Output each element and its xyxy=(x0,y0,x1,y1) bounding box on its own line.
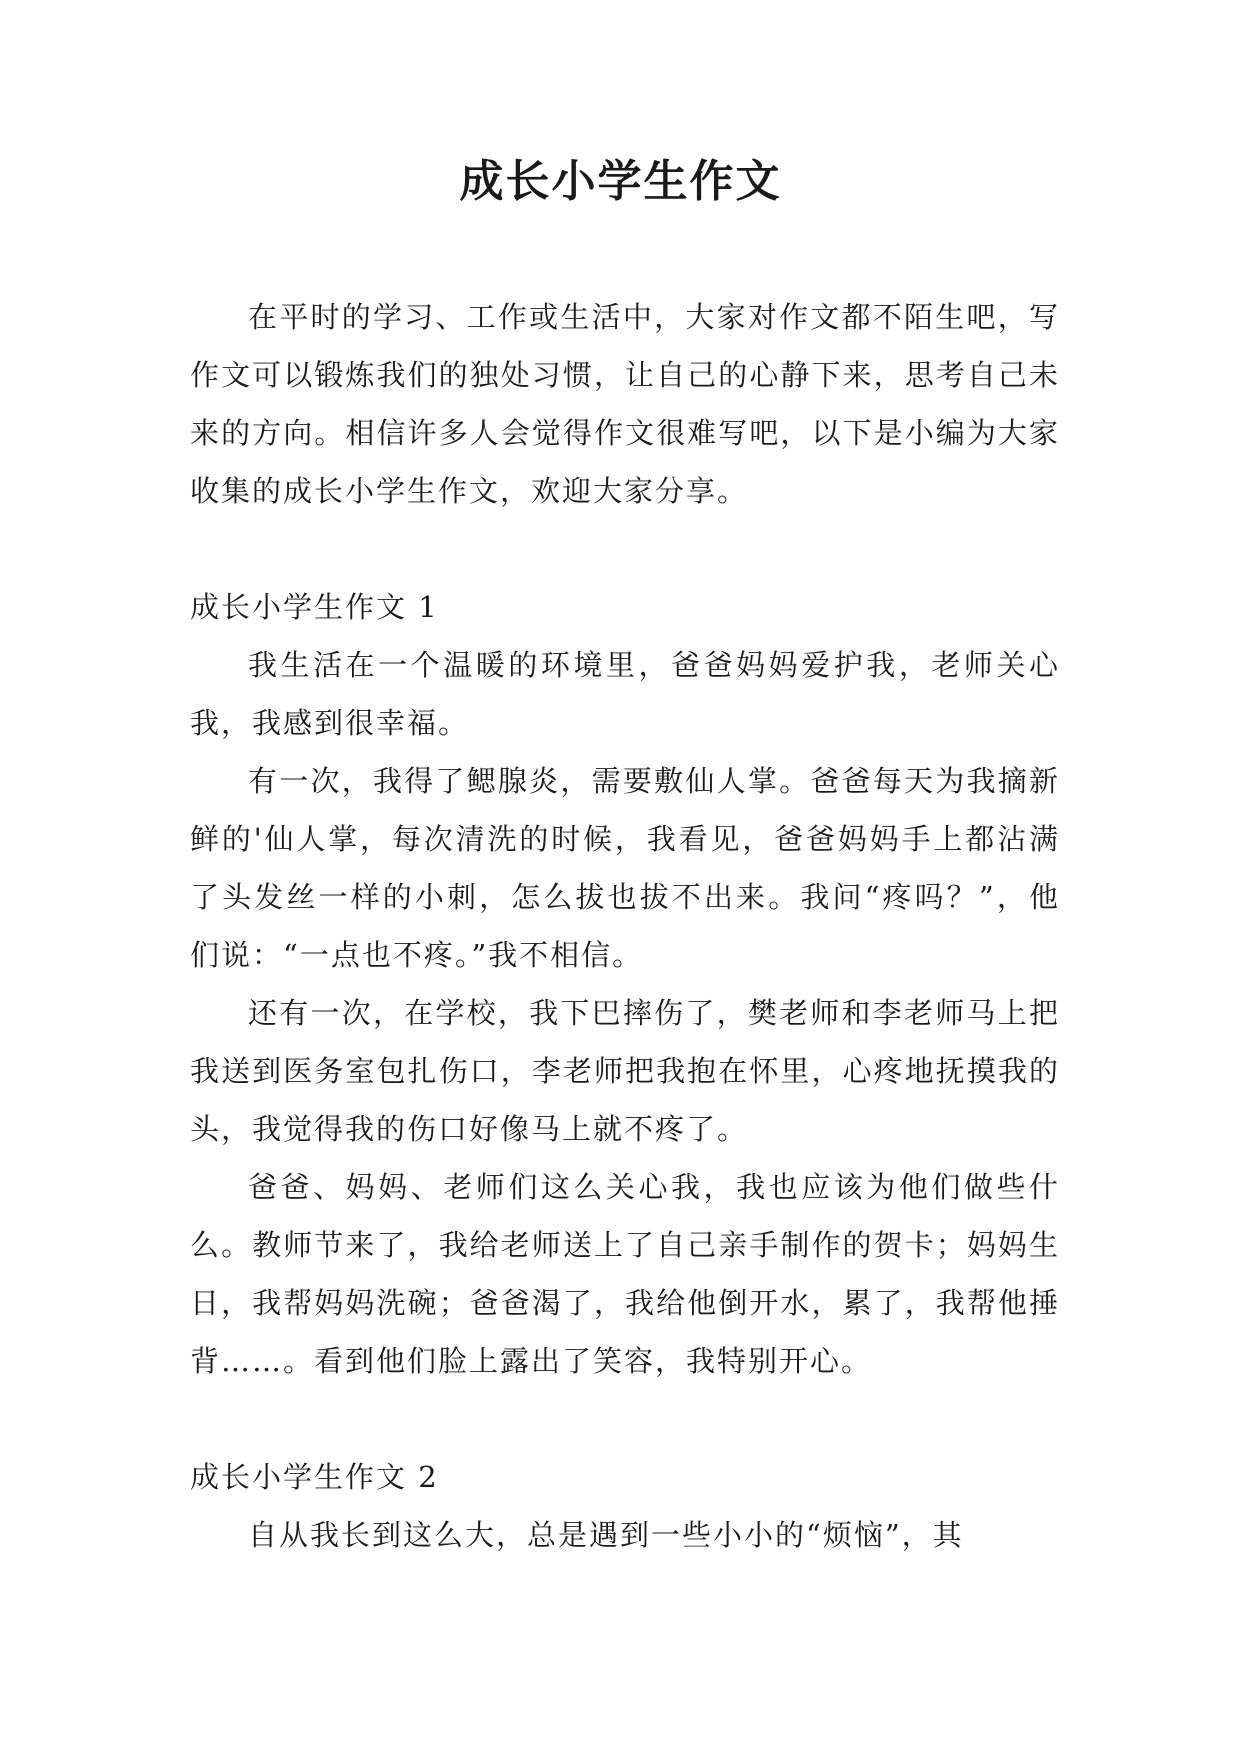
section-1-paragraph-2: 有一次，我得了鳃腺炎，需要敷仙人掌。爸爸每天为我摘新鲜的'仙人掌，每次清洗的时候，我看见，爸爸妈妈手上都沾满了头发丝一样的小刺，怎么拔也拔不出来。我问“疼吗？”，他们说：“一点也不疼。”我不相信。 xyxy=(190,764,1060,972)
section-2-paragraph-1: 自从我长到这么大，总是遇到一些小小的“烦恼”，其 xyxy=(248,1518,964,1552)
section-heading-2: 成长小学生作文 2 xyxy=(190,1460,439,1494)
section-heading-1: 成长小学生作文 1 xyxy=(190,590,439,624)
section-1-paragraph-1: 我生活在一个温暖的环境里，爸爸妈妈爱护我，老师关心我，我感到很幸福。 xyxy=(190,648,1060,740)
section-1-paragraph-3: 还有一次，在学校，我下巴摔伤了，樊老师和李老师马上把我送到医务室包扎伤口，李老师把我抱在怀里，心疼地抚摸我的头，我觉得我的伤口好像马上就不疼了。 xyxy=(190,996,1060,1146)
intro-paragraph: 在平时的学习、工作或生活中，大家对作文都不陌生吧，写作文可以锻炼我们的独处习惯，让自己的心静下来，思考自己未来的方向。相信许多人会觉得作文很难写吧，以下是小编为大家收集的成长小学生作文，欢迎大家分享。 xyxy=(190,300,1060,508)
section-1-paragraph-4: 爸爸、妈妈、老师们这么关心我，我也应该为他们做些什么。教师节来了，我给老师送上了自己亲手制作的贺卡；妈妈生日，我帮妈妈洗碗；爸爸渴了，我给他倒开水，累了，我帮他捶背……。看到他们脸上露出了笑容，我特别开心。 xyxy=(190,1170,1060,1378)
document-title: 成长小学生作文 xyxy=(459,156,782,207)
document-body xyxy=(190,288,1060,1564)
